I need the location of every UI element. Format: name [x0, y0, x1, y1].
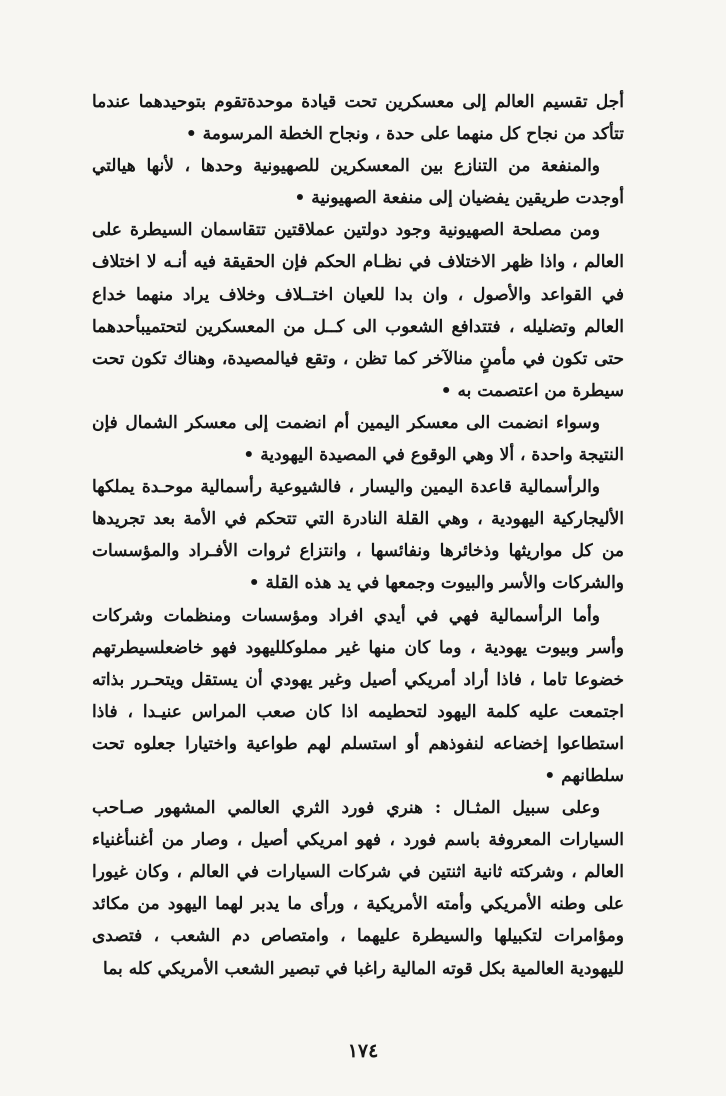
page-number: ١٧٤: [347, 1040, 379, 1062]
body-text: [92, 86, 624, 985]
paragraph-5: والرأسمالية قاعدة اليمين واليسار ، فالشيوعية رأسمالية موحـدة يملكها الأليجاركية اليهودية ، وهي القلة النادرة التي تتحكم في الأمة بعد تجريدها من كل مواريثها وذخائرها ونفائسها ، وانتزاع ثروات الأفـراد والمؤسسات والشركات والأسر والبيوت وجمعها في يد هذه القلة •: [92, 477, 624, 594]
paragraph-1: أجل تقسيم العالم إلى معسكرين تحت قيادة موحدةتقوم بتوحيدهما عندما تتأكد من نجاح كل منهما على حدة ، ونجاح الخطة المرسومة •: [92, 92, 624, 145]
paragraph-7: وعلى سبيل المثـال : هنري فورد الثري العالمي المشهور صـاحب السيارات المعروفة باسم فورد ، فهو امريكي أصيل ، وصار من أغنىأغنياء العالم ، وشركته ثانية اثنتين في شركات السيارات في العالم ، وكان غيورا على وطنه الأمريكي وأمته الأمريكية ، ورأى ما يدبر لهما اليهود من مكائد ومؤامرات لتكبيلها والسيطرة عليهما ، وامتصاص دم الشعب ، فتصدى لليهودية العالمية بكل قوته المالية راغبا في تبصير الشعب الأمريكي كله بما: [92, 798, 624, 979]
paragraph-2: والمنفعة من التنازع بين المعسكرين للصهيونية وحدها ، لأنها هيالتي أوجدت طريقين يفضيان إلى منفعة الصهيونية •: [92, 156, 624, 209]
paragraph-4: وسواء انضمت الى معسكر اليمين أم انضمت إلى معسكر الشمال فإن النتيجة واحدة ، ألا وهي الوقوع في المصيدة اليهودية •: [92, 412, 624, 466]
paragraph-3: ومن مصلحة الصهيونية وجود دولتين عملاقتين تتقاسمان السيطرة على العالم ، واذا ظهر الاختلاف في نظـام الحكم فإن الحقيقة فيه أنـه لا اختلاف في القواعد والأصول ، وان بدا للعيان اختــلاف وخلاف يراد منهما خداع العالم وتضليله ، فتتدافع الشعوب الى كــل من المعسكرين لتحتميبأحدهما حتى تكون في مأمنٍ منالآخر كما تظن ، وتقع فيالمصيدة، وهناك تكون تحت سيطرة من اعتصمت به •: [92, 220, 624, 401]
paragraph-6: وأما الرأسمالية فهي في أيدي افراد ومؤسسات ومنظمات وشركات وأسر وبيوت يهودية ، وما كان منها غير مملوكلليهود فهو خاضعلسيطرتهم خضوعا تاما ، فاذا أراد أمريكي أصيل وغير يهودي أن يستقل ويتحـرر بذاته اجتمعت عليه كلمة اليهود لتحطيمه اذا كان صعب المراس عنيـدا ، فاذا استطاعوا إخضاعه لنفوذهم أو استسلم لهم طواعية واختيارا جعلوه تحت سلطانهم •: [92, 605, 624, 786]
